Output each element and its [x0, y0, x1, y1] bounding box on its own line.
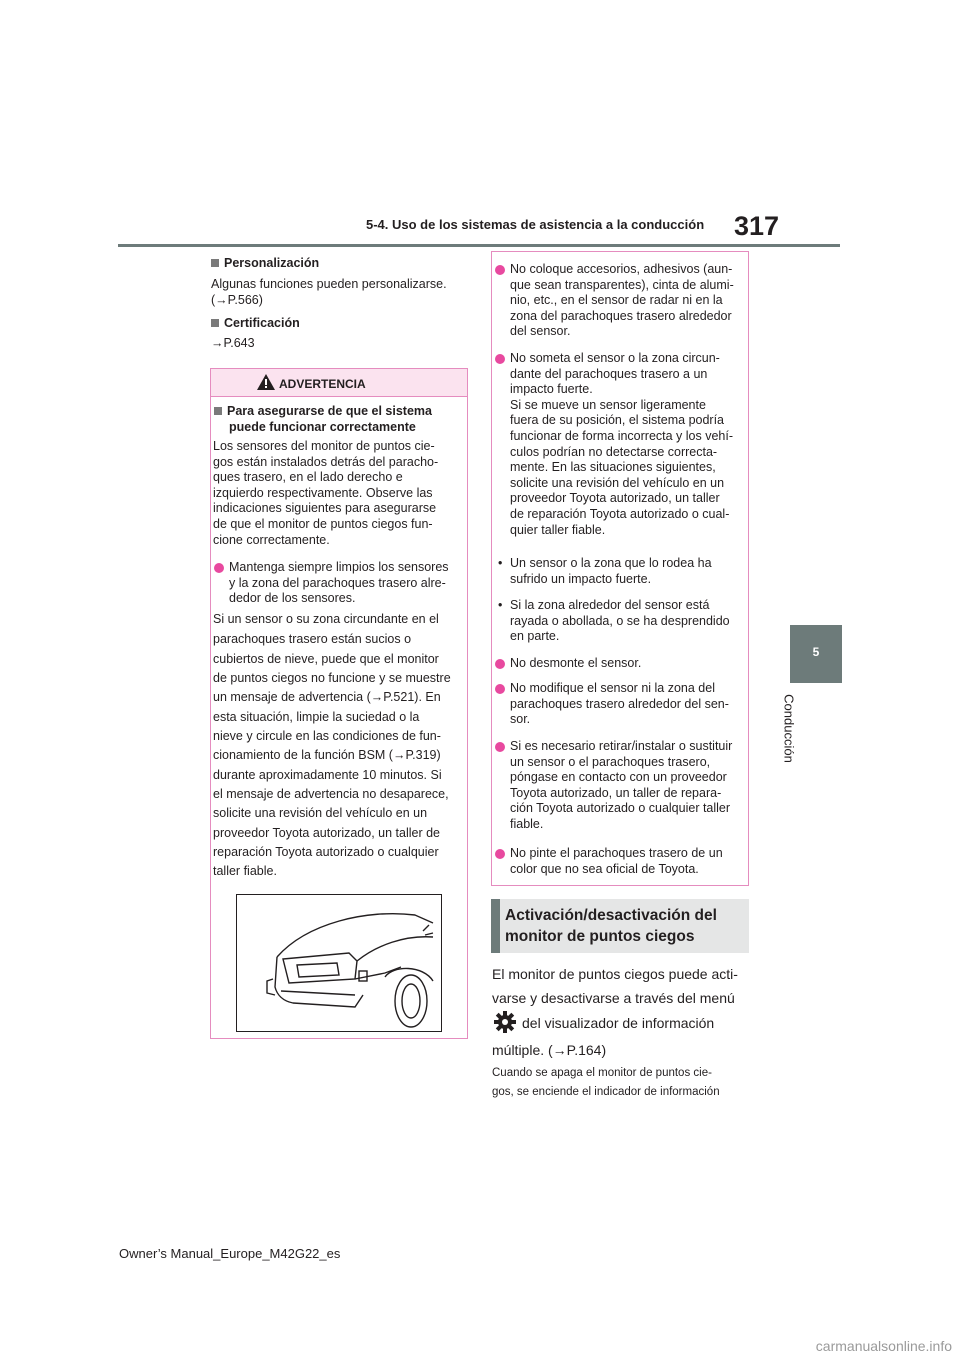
section-body-line-2: varse y desactivarse a través del menú: [492, 990, 735, 1006]
warning-para-line: de puntos ciegos no funcione y se muestre: [213, 671, 451, 685]
warning-para-line: esta situación, limpie la suciedad o la: [213, 710, 420, 724]
warning-bullet-1: Mantenga siempre limpios los sensores y la zona del parachoques trasero alre- dedor de los sensores.: [229, 560, 449, 606]
warning-para-line: durante aproximadamente 10 minutos. Si: [213, 768, 442, 782]
section-body-line-4: múltiple. (→P.164): [492, 1042, 607, 1058]
square-bullet-icon: [211, 319, 219, 327]
warning-para-line: reparación Toyota autorizado o cualquier: [213, 845, 439, 859]
chapter-tab[interactable]: [790, 625, 842, 683]
personalizacion-line-1: Algunas funciones pueden personalizarse.: [211, 277, 447, 291]
warning-para-line: cubiertos de nieve, puede que el monitor: [213, 652, 439, 666]
dash-bullet-icon: •: [498, 556, 503, 570]
right-bullet-2: No someta el sensor o la zona circun- dante del parachoques trasero a un impacto fuerte. Si se mueve un sensor ligeramente fuera de su posición, el sistema podría funcionar de forma incorrecta y los vehí- culos podrían no detectarse correcta- mente. En las situaciones siguientes, solicite una revisión del vehículo en un proveedor Toyota autorizado, un taller de reparación Toyota autorizado o cual- quier taller fiable.: [510, 351, 734, 537]
bullet-dot-icon: [495, 684, 505, 694]
warning-para-line: taller fiable.: [213, 864, 277, 878]
square-bullet-icon: [214, 407, 222, 415]
bullet-dot-icon: [495, 849, 505, 859]
header-rule: [118, 244, 840, 247]
right-bullet-4: No modifique el sensor ni la zona del parachoques trasero alrededor del sen- sor.: [510, 681, 729, 727]
car-rear-icon: [237, 895, 441, 1031]
right-bullet-3: No desmonte el sensor.: [510, 656, 642, 670]
section-small-line-1: Cuando se apaga el monitor de puntos cie-: [492, 1067, 712, 1079]
bullet-dot-icon: [495, 659, 505, 669]
warning-subheading: Para asegurarse de que el sistema: [214, 403, 432, 419]
warning-para-line: nieve y circule en las condiciones de fun-: [213, 729, 441, 743]
bullet-dot-icon: [214, 563, 224, 573]
bullet-dot-icon: [495, 354, 505, 364]
warning-subheading-2: puede funcionar correctamente: [229, 420, 416, 434]
warning-para-line: solicite una revisión del vehículo en un: [213, 806, 428, 820]
warning-para-line: el mensaje de advertencia no desaparece,: [213, 787, 449, 801]
warning-para-line: Si un sensor o su zona circundante en el: [213, 612, 439, 626]
warning-para-line: cionamiento de la función BSM (→P.319): [213, 748, 441, 762]
warning-para-line: proveedor Toyota autorizado, un taller de: [213, 826, 441, 840]
personalizacion-heading: Personalización: [211, 256, 319, 270]
footer-text: Owner’s Manual_Europe_M42G22_es: [119, 1246, 341, 1261]
right-bullet-1: No coloque accesorios, adhesivos (aun- que sean transparentes), cinta de alumi- nio, etc., en el sensor de radar ni en la zona del parachoques trasero alrededor del sensor.: [510, 262, 734, 339]
watermark: carmanualsonline.info: [815, 1338, 952, 1354]
certificacion-heading: Certificación: [211, 316, 300, 330]
warning-header: [211, 369, 467, 397]
warning-triangle-icon: [257, 374, 275, 390]
warning-para-line: un mensaje de advertencia (→P.521). En: [213, 690, 441, 704]
warning-title: ADVERTENCIA: [279, 377, 366, 391]
chapter-number: 5: [812, 645, 820, 659]
right-dash-2: Si la zona alrededor del sensor está rayada o abollada, o se ha desprendido en parte.: [510, 598, 730, 644]
bullet-dot-icon: [495, 265, 505, 275]
warning-para-line: parachoques trasero están sucios o: [213, 632, 412, 646]
section-small-line-2: gos, se enciende el indicador de información: [492, 1086, 720, 1098]
dash-bullet-icon: •: [498, 598, 503, 612]
gear-icon: [494, 1011, 516, 1033]
right-bullet-5: Si es necesario retirar/instalar o sustituir un sensor o el parachoques trasero, póngase en contacto con un proveedor Toyota autorizado, un taller de repara- ción Toyota autorizado o cualquier taller fiable.: [510, 739, 733, 831]
personalizacion-line-2: (→P.566): [211, 293, 263, 307]
section-heading: [491, 899, 749, 953]
section-title: 5-4. Uso de los sistemas de asistencia a la conducción: [366, 217, 705, 232]
rear-bumper-illustration: [236, 894, 442, 1032]
section-body-line-3: del visualizador de información: [522, 1015, 715, 1031]
bullet-dot-icon: [495, 742, 505, 752]
right-bullet-6: No pinte el parachoques trasero de un color que no sea oficial de Toyota.: [510, 846, 723, 876]
page-number: 317: [734, 211, 780, 241]
section-body-line-1: El monitor de puntos ciegos puede acti-: [492, 966, 738, 982]
certificacion-ref: →P.643: [211, 336, 255, 350]
square-bullet-icon: [211, 259, 219, 267]
section-heading-text: Activación/desactivación del monitor de puntos ciegos: [505, 907, 717, 945]
chapter-label: Conducción: [781, 694, 797, 763]
section-heading-bar: [491, 899, 500, 953]
warning-intro: Los sensores del monitor de puntos cie- gos están instalados detrás del paracho- ques trasero, en el lado derecho e izquierdo respectivamente. Observe las indicaciones siguientes para asegurarse de que el monitor de puntos ciegos fun- cione correctamente.: [213, 439, 439, 547]
right-dash-1: Un sensor o la zona que lo rodea ha sufrido un impacto fuerte.: [510, 556, 712, 586]
